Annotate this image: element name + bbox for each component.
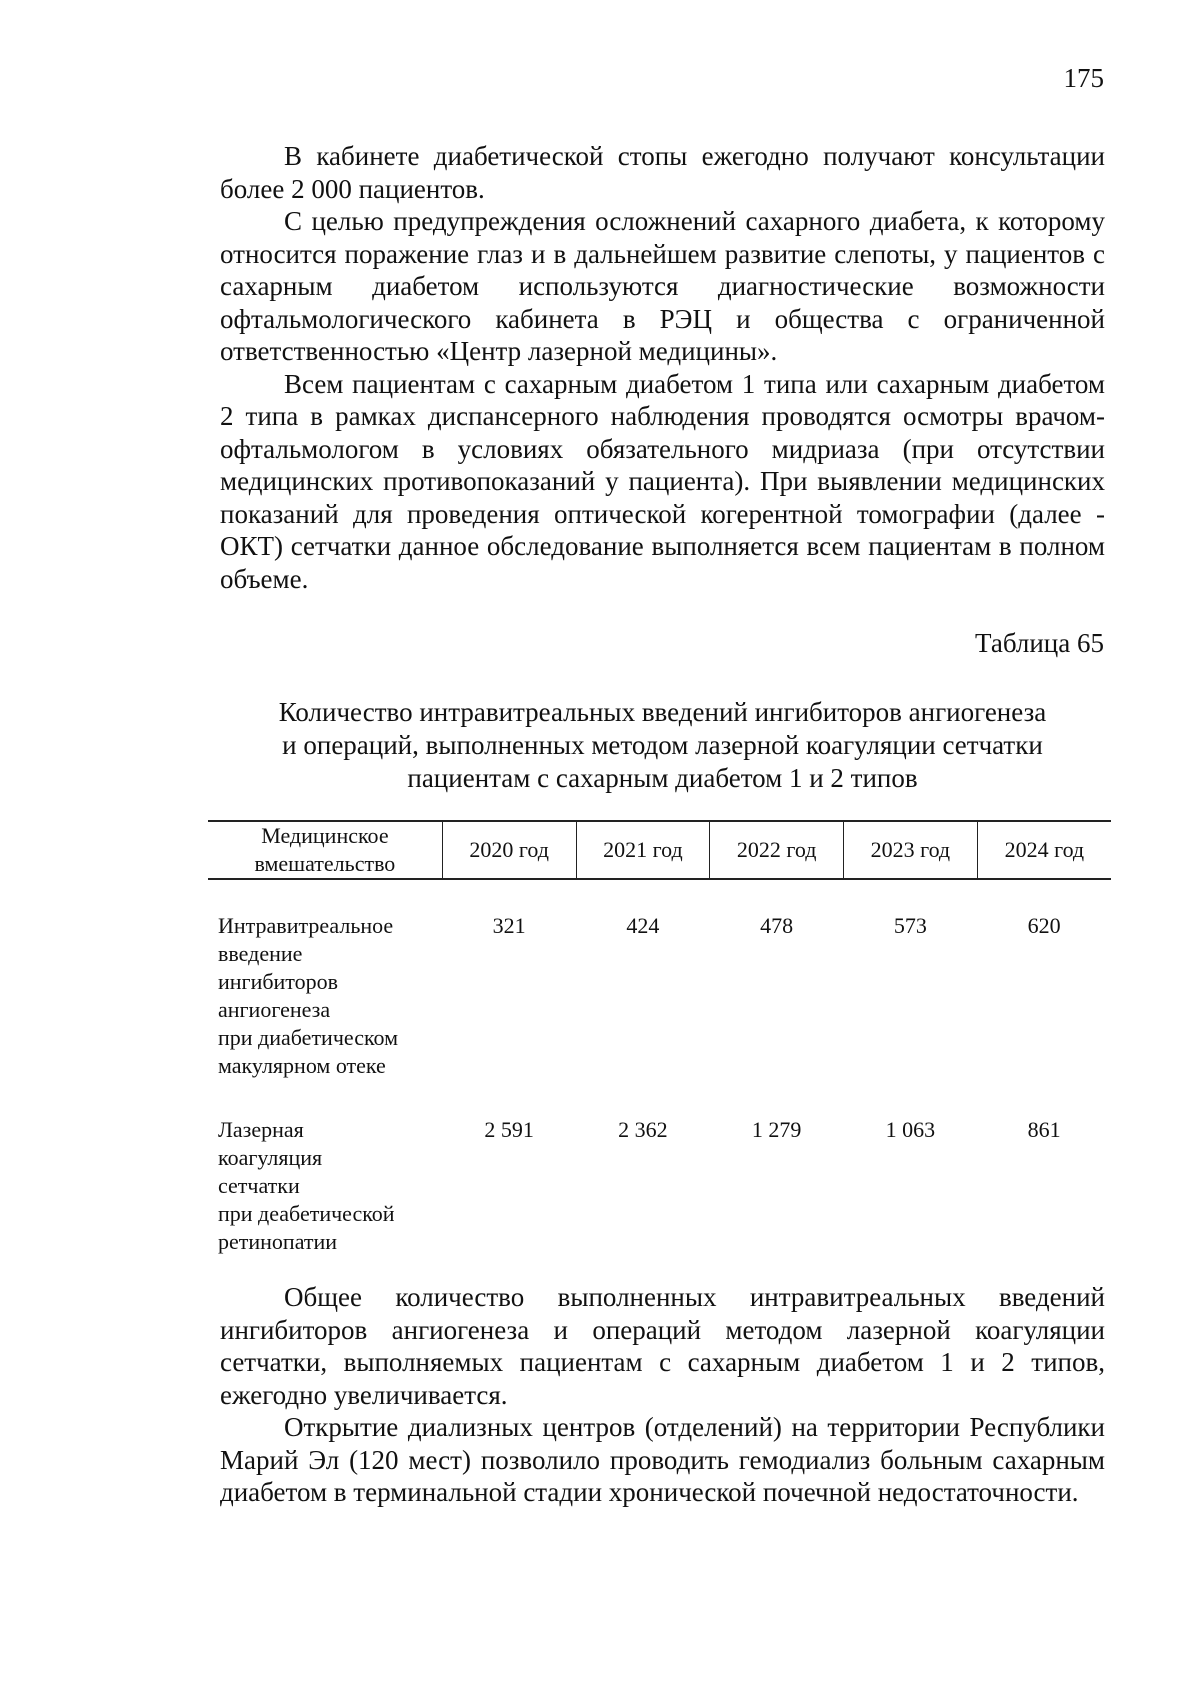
header-year-2021: 2021 год	[576, 821, 710, 879]
row-label-line: макулярном отеке	[218, 1053, 386, 1078]
row-label-line: коагуляция	[218, 1145, 323, 1170]
header-year-2024: 2024 год	[977, 821, 1111, 879]
row-label-line: Лазерная	[218, 1117, 304, 1142]
paragraph: В кабинете диабетической стопы ежегодно получают консультации более 2 000 пациентов.	[220, 141, 1105, 204]
table-cell: 321	[492, 913, 526, 938]
row-label-line: ингибиторов	[218, 969, 339, 994]
table-caption-line: и операций, выполненных методом лазерной коагуляции сетчатки	[282, 730, 1043, 760]
row-label-line: при диабетическом	[218, 1025, 399, 1050]
row-label	[208, 1080, 442, 1256]
table-label: Таблица 65	[975, 628, 1104, 658]
row-label-line: ангиогенеза	[218, 997, 331, 1022]
table-header-row	[208, 821, 1111, 879]
body-text-bottom	[220, 1281, 1105, 1509]
page-number: 175	[1063, 63, 1104, 93]
paragraph: Общее количество выполненных интравитреальных введений ингибиторов ангиогенеза и операций методом лазерной коагуляции сетчатки, выполняемых пациентам с сахарным диабетом 1 и 2 типов, ежегодно увеличивается.	[220, 1282, 1105, 1410]
table-row	[208, 1080, 1111, 1256]
table-cell: 424	[626, 913, 660, 938]
table-caption	[220, 696, 1105, 795]
row-label-line: ретинопатии	[218, 1229, 338, 1254]
table-cell: 1 063	[885, 1117, 936, 1142]
table-cell: 2 362	[618, 1117, 668, 1142]
header-intervention-line: вмешательство	[254, 851, 396, 876]
header-intervention-line: Медицинское	[261, 823, 389, 848]
table-cell: 2 591	[484, 1117, 534, 1142]
table-caption-line: Количество интравитреальных введений ингибиторов ангиогенеза	[278, 697, 1047, 727]
row-label-line: сетчатки	[218, 1173, 300, 1198]
paragraph: С целью предупреждения осложнений сахарного диабета, к которому относится поражение глаз и в дальнейшем развитие слепоты, у пациентов с сахарным диабетом используются диагностические возможности офтальмологического кабинета в РЭЦ и общества с ограниченной ответственностью «Центр лазерной медицины».	[220, 206, 1105, 366]
table-cell: 478	[760, 913, 794, 938]
header-intervention	[208, 821, 442, 879]
header-year-2020: 2020 год	[442, 821, 576, 879]
table-cell: 861	[1027, 1117, 1061, 1142]
table-caption-line: пациентам с сахарным диабетом 1 и 2 типов	[407, 763, 918, 793]
paragraph: Всем пациентам с сахарным диабетом 1 типа или сахарным диабетом 2 типа в рамках диспансерного наблюдения проводятся осмотры врачом-офтальмологом в условиях обязательного мидриаза (при отсутствии медицинских противопоказаний у пациента). При выявлении медицинских показаний для проведения оптической когерентной томографии (далее - ОКТ) сетчатки данное обследование выполняется всем пациентам в полном объеме.	[220, 368, 1105, 594]
header-year-2022: 2022 год	[710, 821, 844, 879]
row-label-line: введение	[218, 941, 303, 966]
body-text-top	[220, 140, 1105, 595]
table-row	[208, 879, 1111, 1080]
table-cell: 573	[893, 913, 927, 938]
table-cell: 1 279	[751, 1117, 802, 1142]
header-year-2023: 2023 год	[844, 821, 978, 879]
row-label-line: Интравитреальное	[218, 913, 394, 938]
table-cell: 620	[1027, 913, 1061, 938]
row-label-line: при деабетической	[218, 1201, 395, 1226]
row-label	[208, 879, 442, 1080]
data-table	[208, 820, 1111, 1256]
paragraph: Открытие диализных центров (отделений) на территории Республики Марий Эл (120 мест) позволило проводить гемодиализ больным сахарным диабетом в терминальной стадии хронической почечной недостаточности.	[220, 1412, 1105, 1507]
